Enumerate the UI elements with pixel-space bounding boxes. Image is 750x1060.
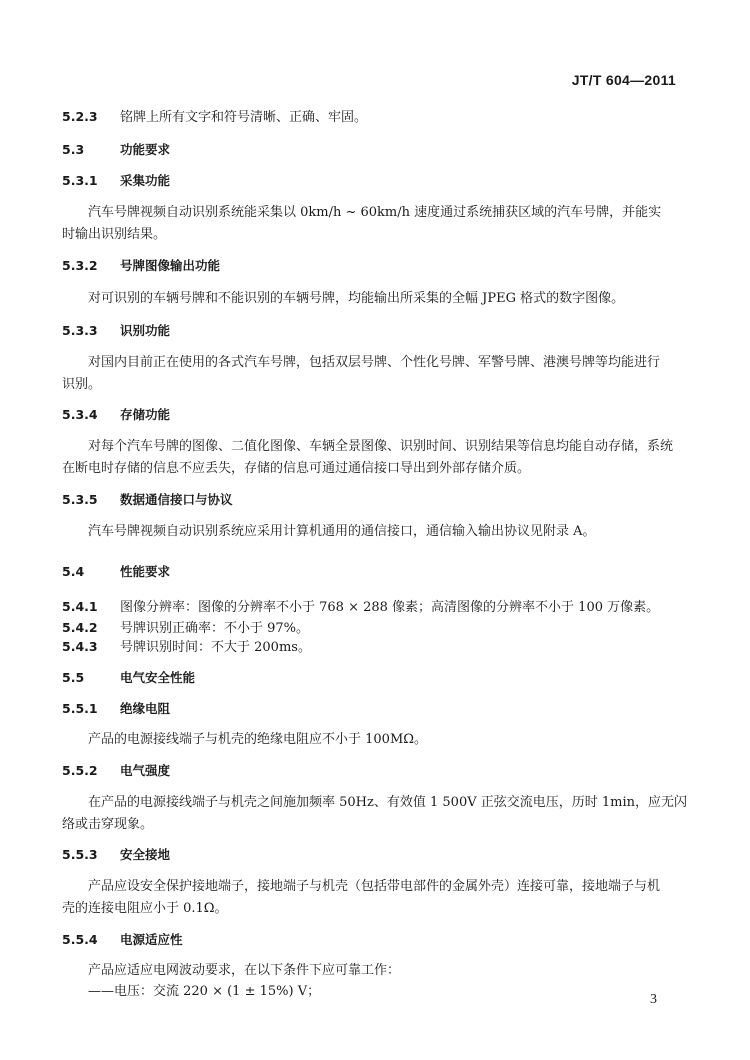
clause-number: 5.3.1 (62, 173, 98, 188)
paragraph-line: 产品的电源接线端子与机壳的绝缘电阻应不小于 100MΩ。 (88, 732, 428, 747)
paragraph-line: 壳的连接电阻应小于 0.1Ω。 (62, 901, 228, 916)
clause-heading-5-5-4 (62, 931, 183, 949)
heading-text: 存储功能 (120, 407, 171, 422)
clause-number: 5.2.3 (62, 109, 98, 124)
clause-number: 5.5.1 (62, 701, 98, 716)
clause-number: 5.3.5 (62, 492, 98, 507)
list-item: ——电压：交流 220 × (1 ± 15%) V； (88, 984, 321, 999)
heading-text: 数据通信接口与协议 (120, 492, 233, 507)
heading-text: 安全接地 (120, 847, 171, 862)
section-heading-5-4 (62, 563, 170, 581)
heading-text: 性能要求 (120, 564, 171, 579)
clause-number: 5.3.3 (62, 323, 98, 338)
heading-text: 功能要求 (120, 142, 171, 157)
paragraph-line: 在产品的电源接线端子与机壳之间施加频率 50Hz、有效值 1 500V 正弦交流电压，历时 1min，应无闪 (88, 795, 687, 810)
page-number: 3 (650, 992, 657, 1007)
clause-number: 5.3.2 (62, 258, 98, 273)
clause-5-4-3 (62, 638, 311, 657)
clause-heading-5-5-3 (62, 846, 170, 864)
clause-number: 5.3.4 (62, 407, 98, 422)
paragraph-line: 产品应适应电网波动要求，在以下条件下应可靠工作： (88, 963, 401, 978)
clause-text: 图像分辨率：图像的分辨率不小于 768 × 288 像素；高清图像的分辨率不小于 100 万像素。 (120, 600, 660, 615)
clause-number: 5.5.3 (62, 847, 98, 862)
clause-heading-5-5-1 (62, 700, 170, 718)
clause-heading-5-3-5 (62, 491, 233, 509)
clause-text: 铭牌上所有文字和符号清晰、正确、牢固。 (120, 110, 368, 125)
heading-text: 绝缘电阻 (120, 701, 171, 716)
heading-text: 识别功能 (120, 323, 171, 338)
paragraph-line: 对国内目前正在使用的各式汽车号牌，包括双层号牌、个性化号牌、军警号牌、港澳号牌等均能进行 (88, 355, 661, 370)
clause-text: 号牌识别正确率：不小于 97%。 (120, 621, 310, 636)
clause-number: 5.5.4 (62, 932, 98, 947)
clause-heading-5-3-1 (62, 172, 170, 190)
clause-heading-5-5-2 (62, 762, 170, 780)
clause-number: 5.5.2 (62, 763, 98, 778)
paragraph-line: 产品应设安全保护接地端子，接地端子与机壳（包括带电部件的金属外壳）连接可靠，接地端子与机 (88, 879, 661, 894)
clause-heading-5-3-4 (62, 406, 170, 424)
paragraph-line: 时输出识别结果。 (62, 227, 167, 242)
clause-heading-5-3-2 (62, 257, 220, 275)
clause-5-4-1 (62, 598, 659, 617)
paragraph-line: 对每个汽车号牌的图像、二值化图像、车辆全景图像、识别时间、识别结果等信息均能自动存储，系统 (88, 439, 674, 454)
clause-number: 5.4.3 (62, 639, 98, 654)
heading-text: 电气强度 (120, 763, 171, 778)
paragraph-line: 汽车号牌视频自动识别系统能采集以 0km/h ~ 60km/h 速度通过系统捕获区域的汽车号牌，并能实 (88, 205, 662, 220)
clause-number: 5.5 (62, 670, 85, 685)
paragraph-line: 汽车号牌视频自动识别系统应采用计算机通用的通信接口，通信输入输出协议见附录 A。 (88, 524, 596, 539)
clause-5-2-3 (62, 108, 367, 127)
clause-text: 号牌识别时间：不大于 200ms。 (120, 640, 311, 655)
paragraph-line: 识别。 (62, 377, 102, 392)
section-heading-5-5 (62, 669, 195, 687)
paragraph-line: 在断电时存储的信息不应丢失，存储的信息可通过通信接口导出到外部存储介质。 (62, 461, 531, 476)
heading-text: 电源适应性 (120, 932, 183, 947)
heading-text: 采集功能 (120, 173, 171, 188)
standard-code: JT/T 604—2011 (571, 72, 676, 88)
clause-number: 5.3 (62, 142, 85, 157)
clause-5-4-2 (62, 619, 309, 638)
clause-number: 5.4 (62, 564, 85, 579)
section-heading-5-3 (62, 141, 170, 159)
heading-text: 号牌图像输出功能 (120, 258, 221, 273)
heading-text: 电气安全性能 (120, 670, 196, 685)
paragraph-line: 对可识别的车辆号牌和不能识别的车辆号牌，均能输出所采集的全幅 JPEG 格式的数字图像。 (88, 291, 625, 306)
clause-number: 5.4.2 (62, 620, 98, 635)
clause-heading-5-3-3 (62, 322, 170, 340)
clause-number: 5.4.1 (62, 599, 98, 614)
paragraph-line: 络或击穿现象。 (62, 817, 154, 832)
